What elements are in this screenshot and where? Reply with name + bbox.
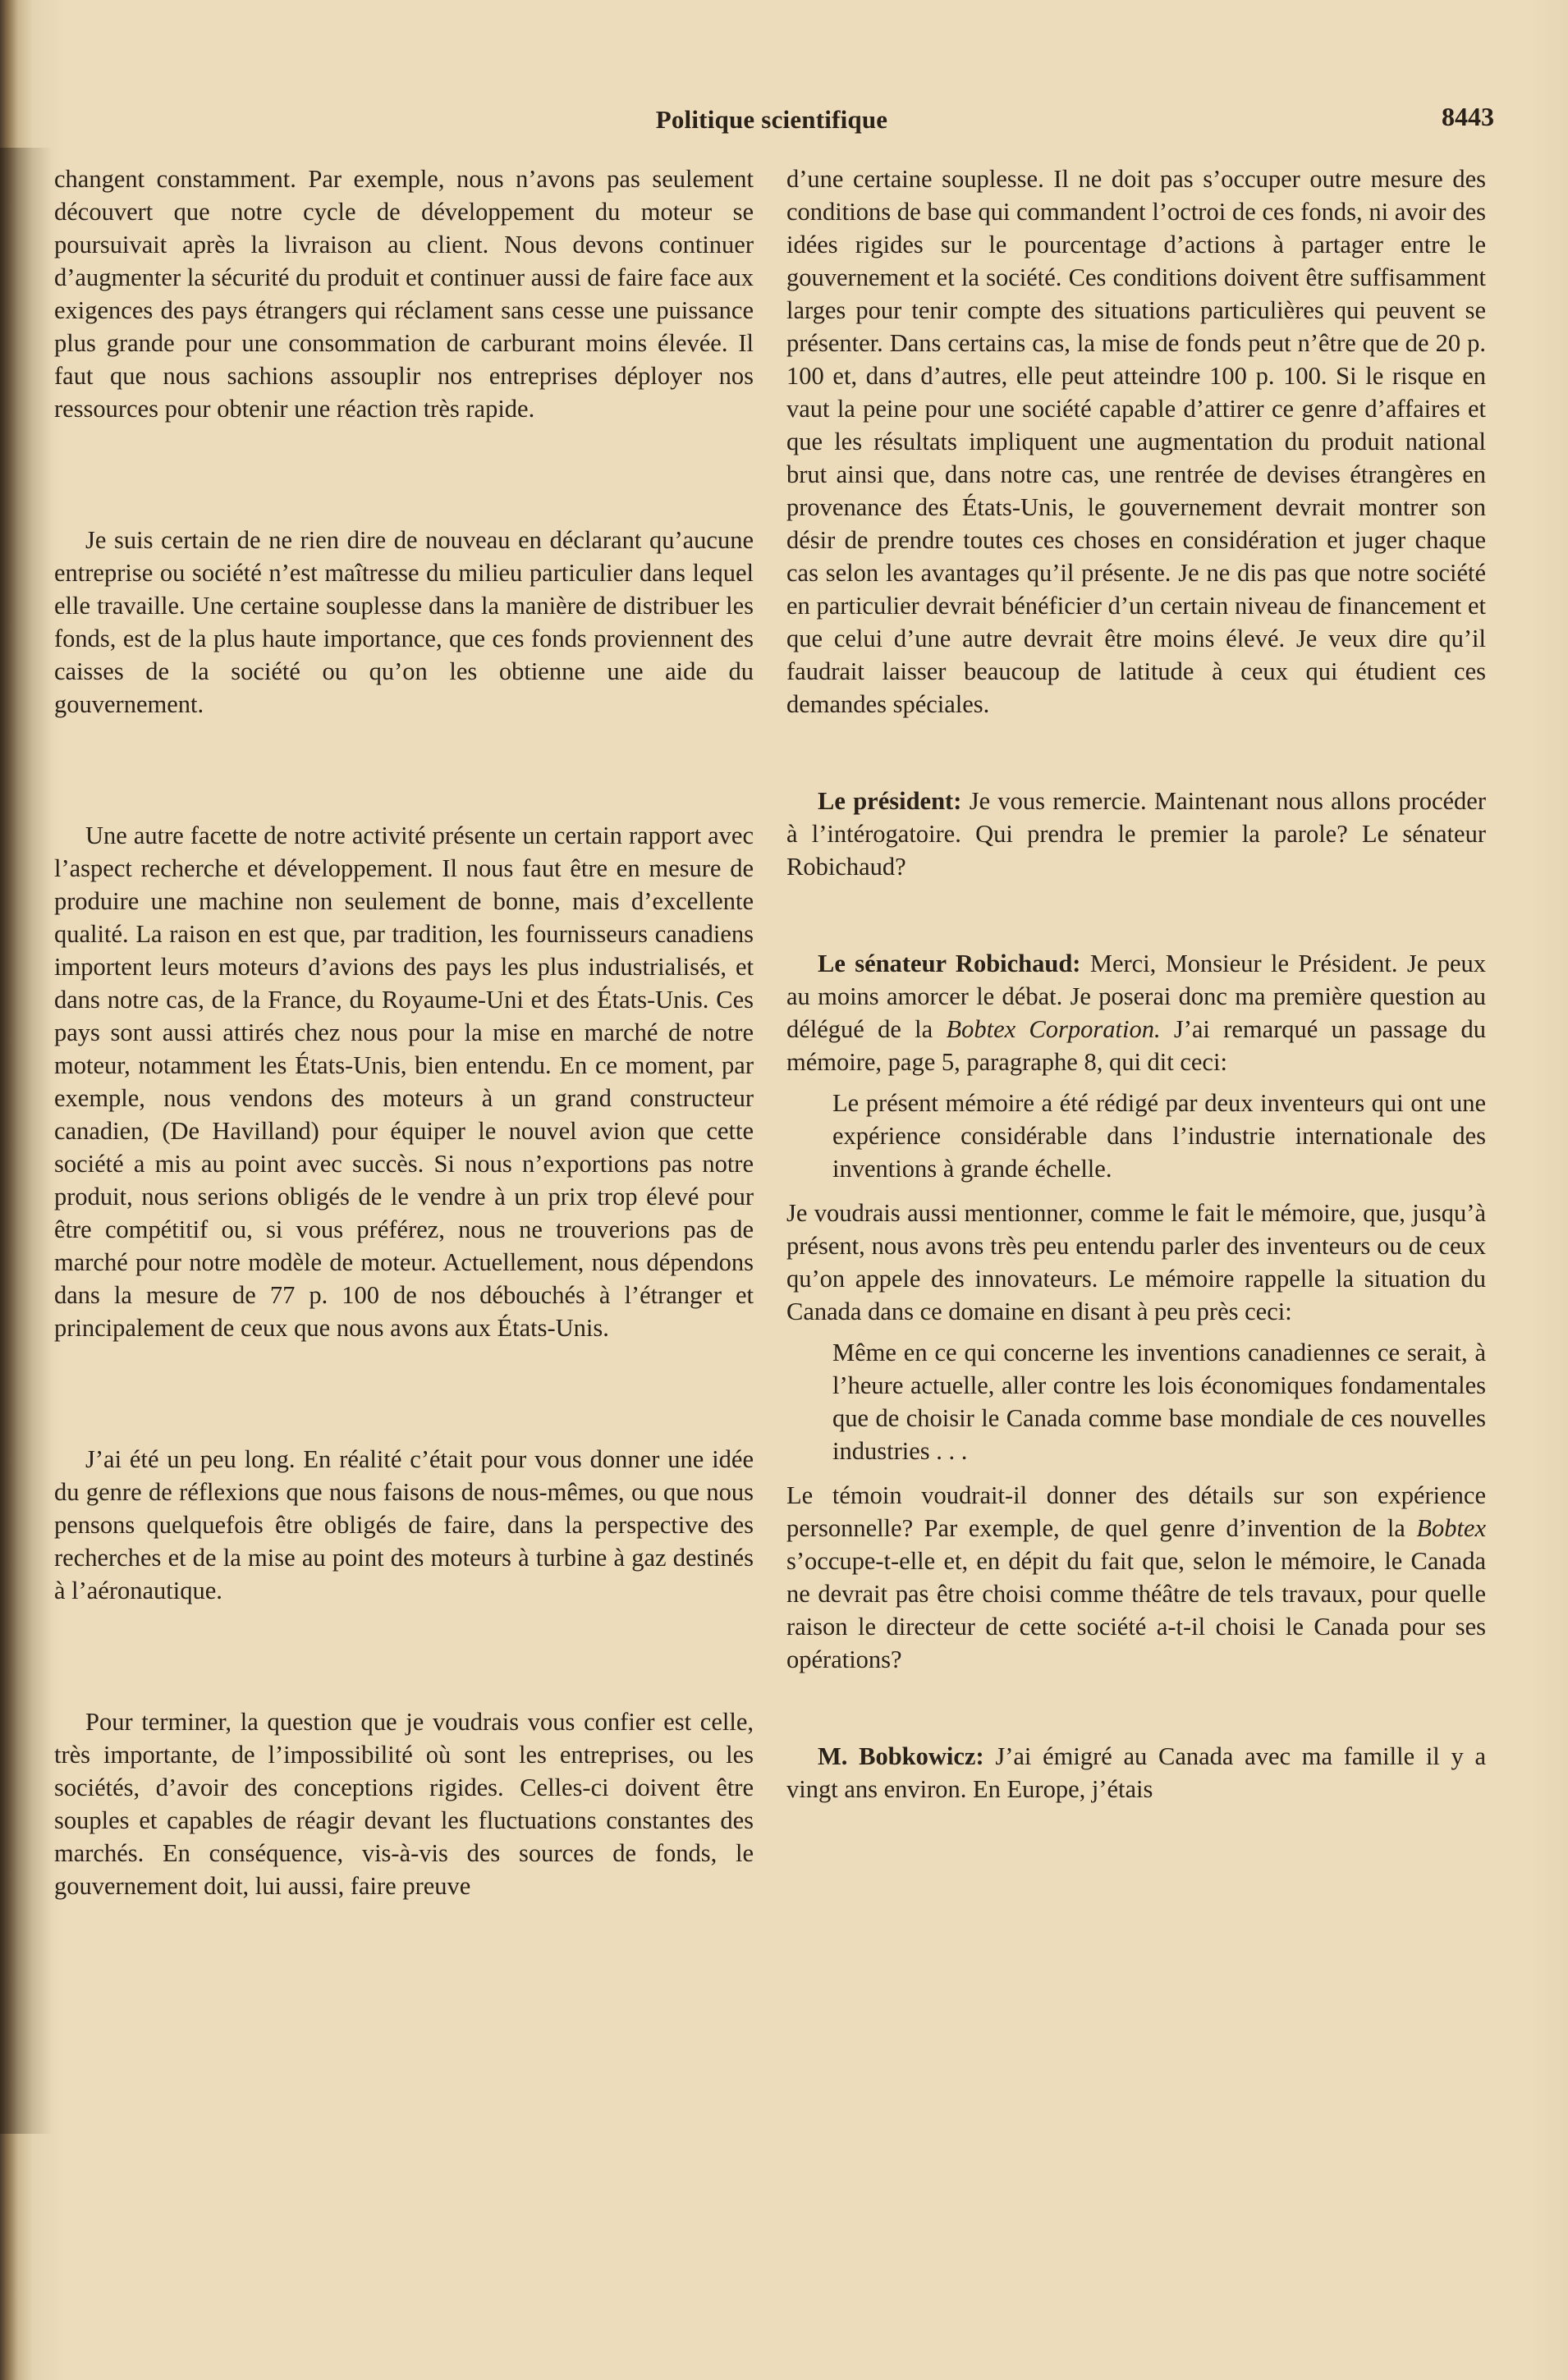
speech-text: Le témoin voudrait-il donner des détails sur son expérience personnelle? Par exemple, de quel genre d’invention de la [786, 1481, 1486, 1542]
paragraph: Je suis certain de ne rien dire de nouveau en déclarant qu’aucune entreprise ou société n’est maîtresse du milieu particulier dans lequel elle travaille. Une certaine souplesse dans la manière de distribuer les fonds, est de la plus haute importance, que ces fonds proviennent des caisses de la société ou qu’on les obtienne une aide du gouvernement. [54, 526, 754, 718]
block-quote: Le présent mémoire a été rédigé par deux inventeurs qui ont une expérience considérable dans l’industrie internationale des inventions à grande échelle. [832, 1089, 1486, 1183]
speaker-name: Le président: [818, 787, 962, 815]
speaker-paragraph [786, 785, 1486, 883]
page-header [0, 97, 1568, 146]
speech-text: Merci, Monsieur le Président. Je peux au moins amorcer le débat. Je poserai donc ma première question au délégué de la [786, 950, 1486, 1043]
paragraph: Pour terminer, la question que je voudrais vous confier est celle, très importante, de l’impossibilité où sont les entreprises, ou les sociétés, d’avoir des conceptions rigides. Celles-ci doivent être souples et capables de réagir devant les fluctuations constantes des marchés. En conséquence, vis-à-vis des sources de fonds, le gouvernement doit, lui aussi, faire preuve [54, 1708, 754, 1900]
paragraph: J’ai été un peu long. En réalité c’était pour vous donner une idée du genre de réflexions que nous faisons de nous-mêmes, ou que nous pensons quelquefois être obligés de faire, dans la perspective des recherches et de la mise au point des moteurs à turbine à gaz destinés à l’aéronautique. [54, 1445, 754, 1604]
speech-text: s’occupe-t-elle et, en dépit du fait que, selon le mémoire, le Canada ne devrait pas être choisi comme théâtre de tels travaux, pour quelle raison le directeur de cette société a-t-il choisi le Canada pour ses opérations? [786, 1547, 1486, 1673]
speaker-paragraph [786, 947, 1486, 1078]
speaker-name: M. Bobkowicz: [818, 1742, 984, 1770]
speech-text: J’ai émigré au Canada avec ma famille il y a vingt ans environ. En Europe, j’étais [786, 1742, 1486, 1803]
paragraph: Je voudrais aussi mentionner, comme le fait le mémoire, que, jusqu’à présent, nous avons très peu entendu parler des inventeurs ou de ceux qu’on appele des innovateurs. Le mémoire rappelle la situation du Canada dans ce domaine en disant à peu près ceci: [786, 1199, 1486, 1325]
paragraph: changent constamment. Par exemple, nous n’avons pas seulement découvert que notre cycle de développement du moteur se poursuivait après la livraison au client. Nous devons continuer d’augmenter la sécurité du produit et continuer aussi de faire face aux exigences des pays étrangers qui réclament sans cesse une puissance plus grande pour une consommation de carburant moins élevée. Il faut que nous sachions assouplir nos entreprises déployer nos ressources pour obtenir une réaction très rapide. [54, 165, 754, 423]
right-column [786, 162, 1486, 1806]
block-quote: Même en ce qui concerne les inventions canadiennes ce serait, à l’heure actuelle, aller contre les lois économiques fondamentales que de choisir le Canada comme base mondiale de ces nouvelles industries . . . [832, 1339, 1486, 1465]
left-column [54, 162, 754, 1902]
paragraph: Une autre facette de notre activité présente un certain rapport avec l’aspect recherche et développement. Il nous faut être en mesure de produire une machine non seulement de bonne, mais d’excellente qualité. La raison en est que, par tradition, les fournisseurs canadiens importent leurs moteurs d’avions des pays les plus industrialisés, et dans notre cas, de la France, du Royaume-Uni et des États-Unis. Ces pays sont aussi attirés chez nous pour la mise en marché de notre moteur, notamment les États-Unis, bien entendu. En ce moment, par exemple, nous vendons des moteurs à un grand constructeur canadien, (De Havilland) pour équiper le nouvel avion que cette société a mis au point avec succès. Si nous n’exportions pas notre produit, nous serions obligés de le vendre à un prix trop élevé pour être compétitif ou, si vous préférez, nous ne trouverions pas de marché pour notre modèle de moteur. Actuellement, nous dépendons dans la mesure de 77 p. 100 de nos débouchés à l’étranger et principalement de ceux que nous avons aux États-Unis. [54, 822, 754, 1342]
page-number: 8443 [1442, 102, 1494, 131]
speech-text: Je vous remercie. Maintenant nous allons procéder à l’intérogatoire. Qui prendra le premier la parole? Le sénateur Robichaud? [786, 787, 1486, 881]
speech-text: J’ai remarqué un passage du mémoire, page 5, paragraphe 8, qui dit ceci: [786, 1015, 1486, 1076]
company-name: Bobtex Corporation. [946, 1015, 1161, 1043]
speaker-paragraph [786, 1740, 1486, 1806]
speaker-name: Le sénateur Robichaud: [818, 950, 1081, 977]
running-title: Politique scientifique [655, 105, 888, 134]
paragraph [786, 1479, 1486, 1676]
paragraph: d’une certaine souplesse. Il ne doit pas s’occuper outre mesure des conditions de base qui commandent l’octroi de ces fonds, ni avoir des idées rigides sur le pourcentage d’actions à partager entre le gouvernement et la société. Ces conditions doivent être suffisamment larges pour tenir compte des situations particulières qui peuvent se présenter. Dans certains cas, la mise de fonds peut n’être que de 20 p. 100 et, dans d’autres, elle peut atteindre 100 p. 100. Si le risque en vaut la peine pour une société capable d’attirer ce genre d’affaires et que les résultats impliquent une augmentation du produit national brut ainsi que, dans notre cas, une rentrée de devises étrangères en provenance des États-Unis, le gouvernement devrait montrer son désir de prendre toutes ces choses en considération et juger chaque cas selon les avantages qu’il présente. Je ne dis pas que notre société en particulier devrait bénéficier d’un certain niveau de financement et que celui d’une autre devrait être moins élevé. Je veux dire qu’il faudrait laisser beaucoup de latitude à ceux qui étudient ces demandes spéciales. [786, 165, 1486, 718]
binding-gutter-shadow [0, 148, 53, 2134]
company-name: Bobtex [1416, 1514, 1486, 1542]
